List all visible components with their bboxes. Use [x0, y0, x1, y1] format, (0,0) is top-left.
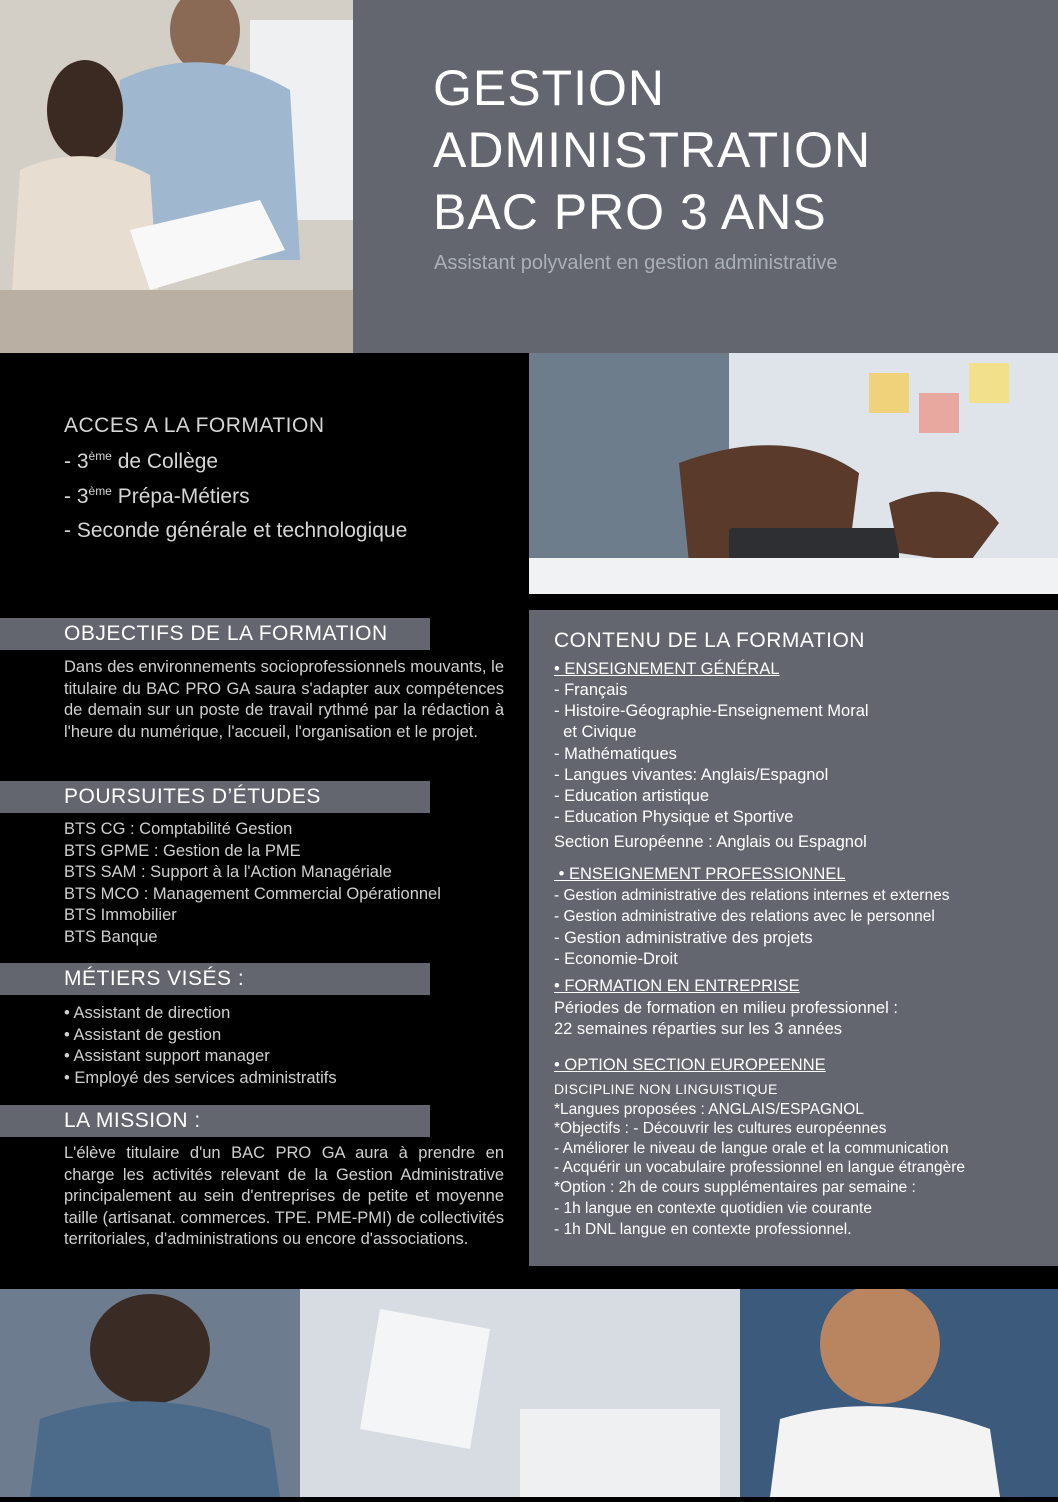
pro-head: • ENSEIGNEMENT PROFESSIONNEL	[554, 865, 846, 883]
list-item: - Gestion administrative des projets	[554, 929, 813, 947]
list-item: • Assistant support manager	[64, 1047, 270, 1065]
objectifs-bar	[0, 618, 430, 650]
acces-item-prefix: - Seconde générale et technologique	[64, 519, 408, 542]
page-subtitle: Assistant polyvalent en gestion administrative	[434, 252, 838, 274]
list-item: BTS Banque	[64, 927, 158, 946]
list-item: - Mathématiques	[554, 745, 677, 763]
mission-text: L'élève titulaire d'un BAC PRO GA aura à prendre en charge les activités relevant de la Gestion Administrative principalement au sein d'entreprises de petite et moyenne taille (artisanat. commerces. TPE. PME-PMI) de collectivités territoriales, d'administrations ou encore d'associations.	[64, 1144, 504, 1248]
objectifs-title: OBJECTIFS DE LA FORMATION	[64, 622, 388, 645]
option-head: • OPTION SECTION EUROPEENNE	[554, 1056, 826, 1074]
list-item: - 1h langue en contexte quotidien vie courante	[554, 1200, 872, 1217]
list-item: - Acquérir un vocabulaire professionnel en langue étrangère	[554, 1159, 966, 1176]
list-item: - Langues vivantes: Anglais/Espagnol	[554, 766, 829, 784]
acces-item-prefix: - 3	[64, 485, 89, 508]
page-title-line-1: GESTION	[433, 60, 666, 116]
list-item: - Histoire-Géographie-Enseignement Moral	[554, 702, 869, 720]
list-item: • Assistant de gestion	[64, 1025, 222, 1044]
option-sub: DISCIPLINE NON LINGUISTIQUE	[554, 1081, 778, 1097]
entreprise-head: • FORMATION EN ENTREPRISE	[554, 977, 800, 995]
list-item: BTS SAM : Support à la l'Action Managériale	[64, 863, 392, 881]
acces-item-rest: de Collège	[111, 450, 219, 473]
list-item: - Améliorer le niveau de langue orale et la communication	[554, 1140, 949, 1157]
list-item: et Civique	[554, 723, 637, 741]
mission-bar	[0, 1105, 430, 1137]
poursuites-list	[64, 819, 514, 948]
section-euro: Section Européenne : Anglais ou Espagnol	[554, 833, 867, 851]
poursuites-bar	[0, 781, 430, 813]
mission-title: LA MISSION :	[64, 1109, 201, 1132]
metiers-bar	[0, 963, 430, 995]
acces-item-sup: ème	[88, 484, 112, 498]
list-item: - Français	[554, 681, 628, 699]
page-title-line-3: BAC PRO 3 ANS	[433, 184, 827, 240]
list-item: • Assistant de direction	[64, 1004, 231, 1022]
acces-item-prefix: - 3	[64, 450, 89, 473]
acces-item	[64, 449, 218, 474]
list-item: *Objectifs : - Découvrir les cultures européennes	[554, 1120, 887, 1137]
metiers-title: MÉTIERS VISÉS :	[64, 967, 245, 990]
list-item: *Option : 2h de cours supplémentaires par semaine :	[554, 1179, 916, 1196]
acces-item	[64, 484, 250, 509]
list-item: - Economie-Droit	[554, 950, 678, 968]
photo-office-team-illustration	[0, 0, 353, 353]
acces-title: ACCES A LA FORMATION	[64, 414, 325, 437]
list-item: BTS CG : Comptabilité Gestion	[64, 820, 293, 838]
acces-item	[64, 519, 407, 543]
list-item: 22 semaines réparties sur les 3 années	[554, 1020, 842, 1038]
page-title-line-2: ADMINISTRATION	[433, 122, 872, 178]
list-item: - Gestion administrative des relations internes et externes	[554, 887, 950, 904]
list-item: - 1h DNL langue en contexte professionnel.	[554, 1221, 852, 1238]
photo-meeting-team	[0, 1289, 1058, 1497]
general-head: • ENSEIGNEMENT GÉNÉRAL	[554, 660, 780, 678]
poursuites-title: POURSUITES D’ÉTUDES	[64, 785, 321, 808]
list-item: BTS GPME : Gestion de la PME	[64, 841, 301, 860]
acces-item-rest: Prépa-Métiers	[111, 485, 250, 508]
list-item: BTS MCO : Management Commercial Opérationnel	[64, 884, 441, 903]
photo-calculator-hands	[529, 353, 1058, 594]
list-item: - Education artistique	[554, 787, 710, 805]
list-item: - Education Physique et Sportive	[554, 808, 794, 826]
list-item: *Langues proposées : ANGLAIS/ESPAGNOL	[554, 1101, 864, 1118]
contenu-panel	[529, 610, 1058, 1266]
list-item: Périodes de formation en milieu professionnel :	[554, 999, 898, 1017]
photo-office-team	[0, 0, 353, 353]
objectifs-text: Dans des environnements socioprofessionnels mouvants, le titulaire du BAC PRO GA saura s'adapter aux compétences de demain sur un poste de travail rythmé par la rédaction à l'heure du numérique, l'accueil, l'organisation et le projet.	[64, 658, 504, 741]
photo-calculator-illustration	[529, 353, 1058, 594]
contenu-title: CONTENU DE LA FORMATION	[554, 629, 865, 652]
metiers-list	[64, 1003, 514, 1089]
list-item: • Employé des services administratifs	[64, 1068, 337, 1087]
list-item: - Gestion administrative des relations avec le personnel	[554, 908, 935, 925]
acces-item-sup: ème	[88, 449, 112, 463]
list-item: BTS Immobilier	[64, 906, 177, 924]
photo-meeting-illustration	[0, 1289, 1058, 1497]
